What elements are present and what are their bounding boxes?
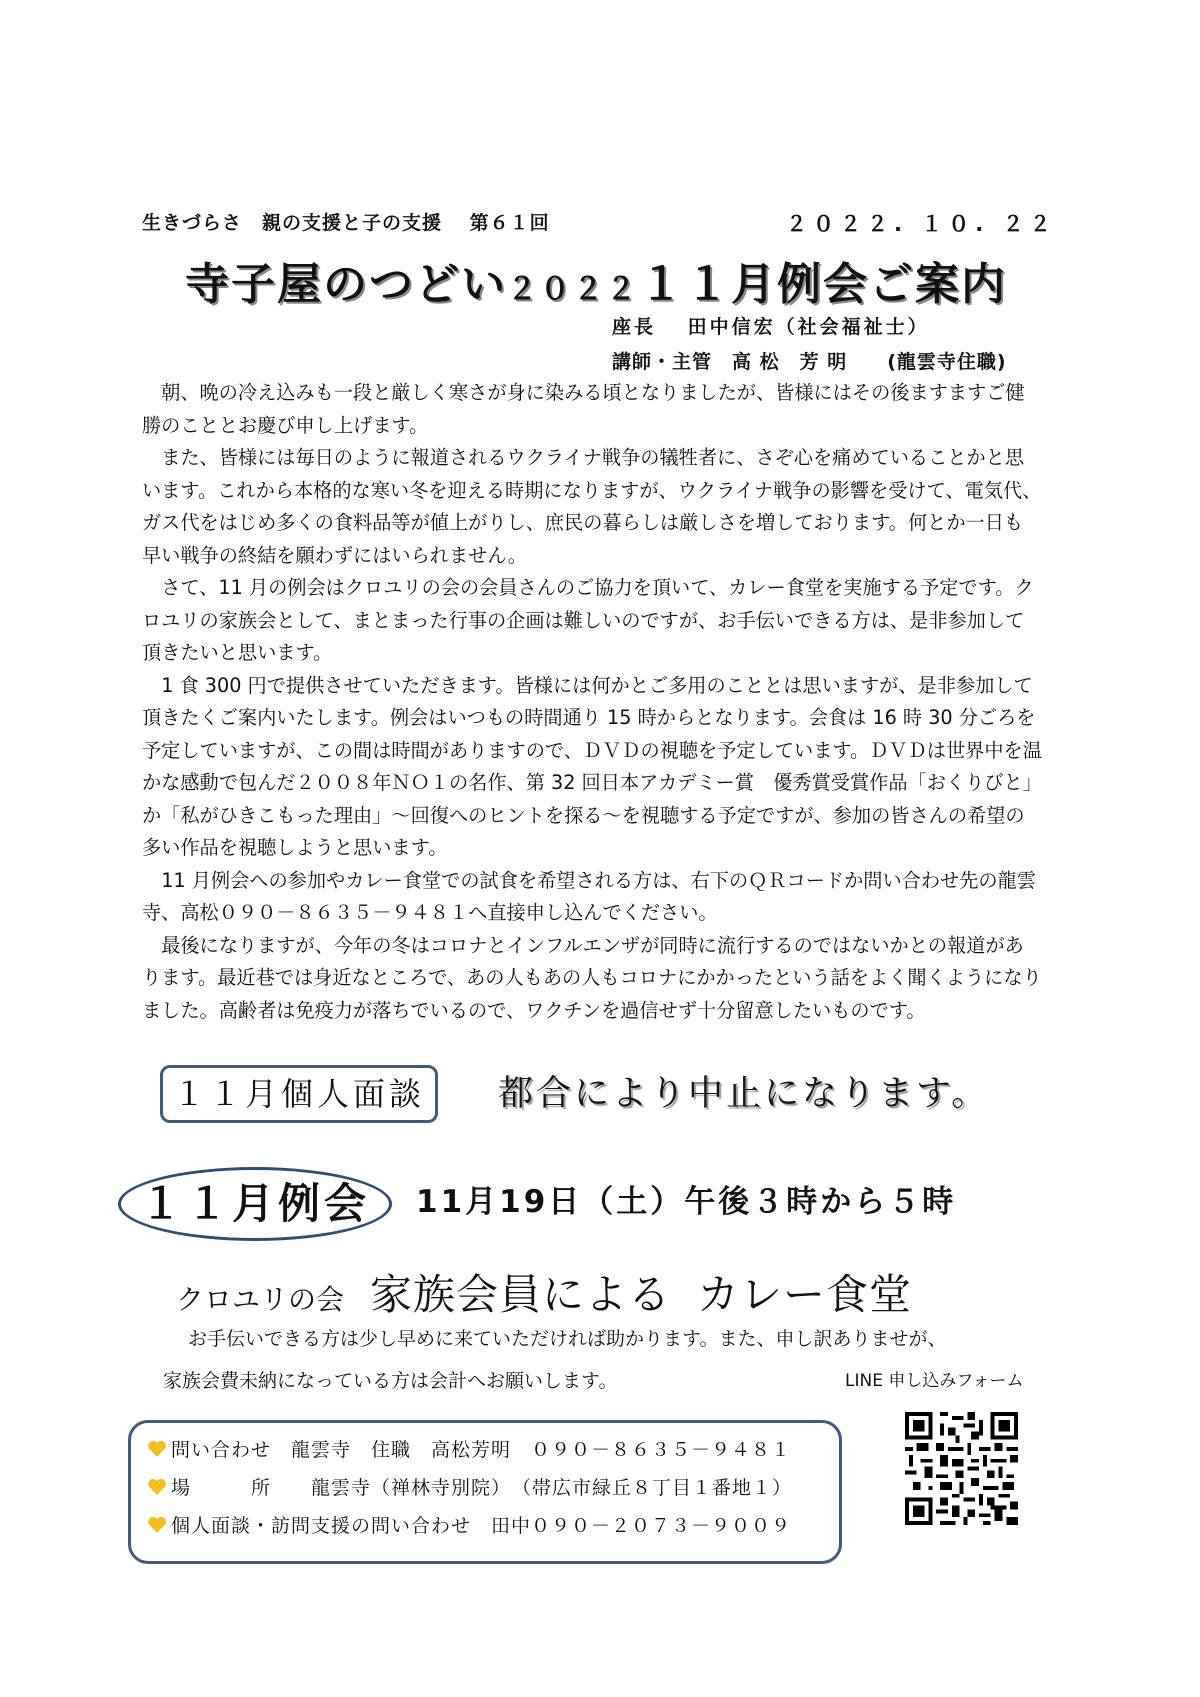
- page-title: [185, 248, 1007, 312]
- chair-line: 座長 田中信宏（社会福祉士）: [612, 316, 930, 338]
- event-part2: カレー食堂: [697, 1270, 913, 1319]
- meeting-label-oval: １１月例会: [118, 1167, 392, 1241]
- paragraph-covid: 最後になりますが、今年の冬はコロナとインフルエンザが同時に流行するのではないかとの報道があります。最近巷では身近なところで、あの人もあの人もコロナにかかったという話をよく聞くようになりました。高齢者は免疫力が落ちでいるので、ワクチンを過信せず十分留意したいものです。: [142, 933, 1042, 1022]
- curry-event-heading: [176, 1262, 912, 1322]
- interview-cancel-notice: 都合により中止になります。: [498, 1074, 990, 1114]
- heart-shape: [148, 1479, 166, 1495]
- body-text: [142, 377, 1042, 1027]
- title-suffix: １１月例会ご案内: [639, 259, 1007, 310]
- org-name: クロユリの会: [176, 1283, 345, 1316]
- event-part1: 家族会員による: [370, 1270, 672, 1319]
- heart-shape: [148, 1441, 166, 1457]
- heart-icon: [147, 1477, 167, 1497]
- heart-icon: [147, 1439, 167, 1459]
- paragraph-dvd: 1 食 300 円で提供させていただきます。皆様には何かとご多用のこととは思いますが、是非参加して頂きたくご案内いたします。例会はいつもの時間通り 15 時からとなります。会食は 16 時 30 分ごろを予定していますが、この間は時間がありますので、ＤＶＤの視聴を予定しています。ＤＶＤは世界中を温かな感動で包んだ２００８年ＮＯ１の名作、第 32 回日本アカデミー賞 優秀賞受賞作品「おくりびと」か「私がひきこもった理由」～回復へのヒントを探る～を視聴する予定ですが、参加の皆さんの希望の多い作品を視聴しようと思います。: [142, 673, 1042, 859]
- fee-note: 家族会費未納になっている方は会計へお願いします。: [163, 1370, 618, 1392]
- line-form-label: LINE 申し込みフォーム: [845, 1371, 1024, 1391]
- qr-code[interactable]: [905, 1412, 1018, 1525]
- contact-box: [128, 1420, 842, 1564]
- paragraph-signup: 11 月例会への参加やカレー食堂での試食を希望される方は、右下のＱＲコードか問い合わせ先の龍雲寺、高松０９０－８６３５－９４８１へ直接申し込んでください。: [142, 868, 1036, 924]
- issue-date: ２０２２. １０. ２２: [786, 212, 1057, 236]
- paragraph-greeting: 朝、晩の冷え込みも一段と厳しく寒さが身に染みる頃となりましたが、皆様にはその後ますますご健勝のこととお慶び申し上げます。: [142, 381, 1025, 437]
- lecturer-line: 講師・主管 高 松 芳 明 (龍雲寺住職): [612, 351, 1007, 373]
- interview-label-box: １１月個人面談: [160, 1065, 438, 1123]
- contact-row-place: [147, 1473, 792, 1500]
- series-title: 生きづらさ 親の支援と子の支援 第６１回: [142, 212, 550, 234]
- paragraph-ukraine: また、皆様には毎日のように報道されるウクライナ戦争の犠牲者に、さぞ心を痛めていることかと思います。これから本格的な寒い冬を迎える時期になりますが、ウクライナ戦争の影響を受けて、電気代、ガス代をはじめ多くの食料品等が値上がりし、庶民の暮らしは厳しさを増しております。何とか一日も早い戦争の終結を願わずにはいられません。: [142, 446, 1042, 567]
- meeting-datetime: 11月19日（土）午後３時から５時: [416, 1184, 957, 1220]
- title-prefix: 寺子屋のつどい: [185, 259, 507, 310]
- paragraph-curry-plan: さて、11 月の例会はクロユリの会の会員さんのご協力を頂いて、カレー食堂を実施する予定です。クロユリの家族会として、まとまった行事の企画は難しいのですが、お手伝いできる方は、是非参加して頂きたいと思います。: [142, 576, 1034, 664]
- title-year: ２０２２: [507, 272, 639, 307]
- heart-shape: [148, 1517, 166, 1533]
- contact-row-inquiry: [147, 1435, 791, 1462]
- contact-row-interview: [147, 1511, 791, 1538]
- contact-interview-text: 個人面談・訪問支援の問い合わせ 田中０９０－２０７３－９００９: [171, 1515, 792, 1537]
- contact-place-text: 場 所 龍雲寺（禅林寺別院） （帯広市緑丘８丁目１番地１）: [171, 1477, 793, 1499]
- contact-inquiry-text: 問い合わせ 龍雲寺 住職 高松芳明 ０９０－８６３５－９４８１: [171, 1439, 792, 1461]
- heart-icon: [147, 1515, 167, 1535]
- help-note: お手伝いできる方は少し早めに来ていただければ助かります。また、申し訳ありませが、: [188, 1328, 947, 1350]
